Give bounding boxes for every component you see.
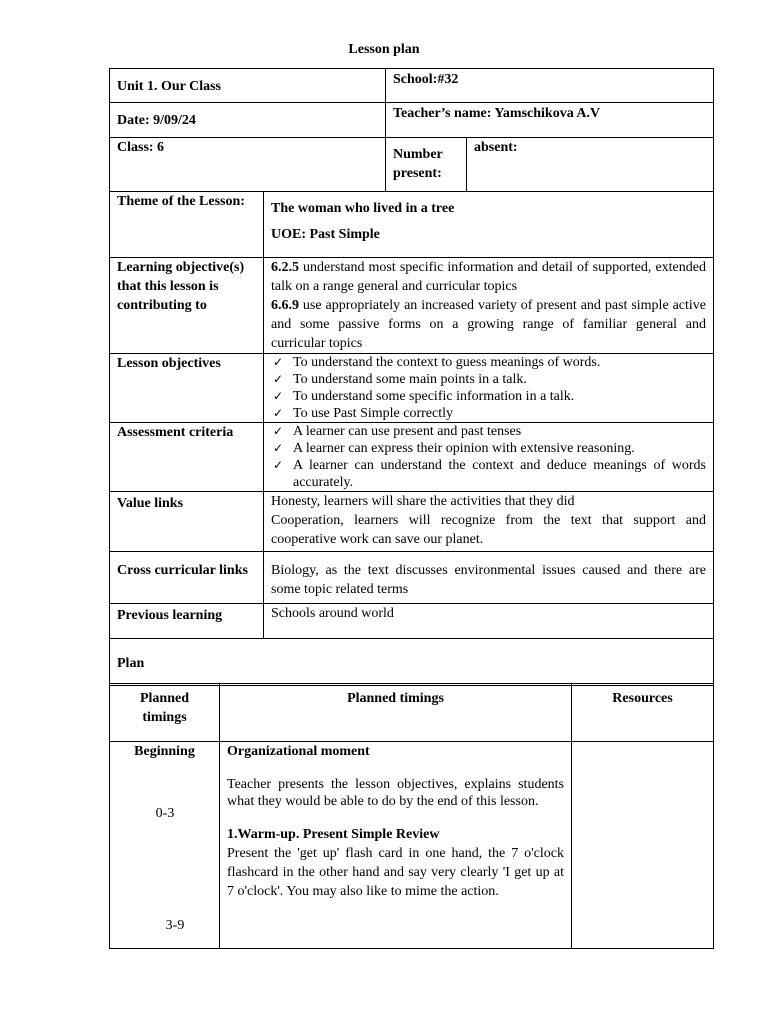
org-moment-text: Teacher presents the lesson objectives, explains students what they would be able to do by the end of this lesson.	[227, 777, 564, 809]
theme-title: The woman who lived in a tree	[271, 201, 455, 216]
check-icon: ✓	[273, 389, 284, 403]
time-3-9: 3-9	[165, 918, 185, 933]
lesson-objectives-value	[264, 354, 714, 423]
plan-header-resources: Resources	[572, 684, 714, 742]
absent-cell: absent:	[467, 138, 714, 192]
lesson-objectives-list	[271, 354, 706, 422]
lesson-objectives-label: Lesson objectives	[110, 354, 264, 423]
list-item: ✓ A learner can use present and past tenses	[273, 424, 522, 439]
plan-resources-cell	[572, 742, 714, 949]
list-item: ✓ A learner can understand the context and deduce meanings of words accurately.	[273, 458, 706, 490]
plan-timing-cell	[110, 742, 220, 949]
list-item: ✓ To use Past Simple correctly	[273, 406, 453, 421]
list-item: ✓ To understand the context to guess meanings of words.	[273, 355, 601, 370]
objective-6-2-5: 6.2.5 understand most specific information and detail of supported, extended talk on a range general and curricular topics	[271, 260, 706, 294]
theme-uoe: UOE: Past Simple	[271, 227, 380, 242]
previous-learning-value: Schools around world	[264, 604, 714, 639]
check-icon: ✓	[273, 406, 284, 420]
list-item: ✓ A learner can express their opinion with extensive reasoning.	[273, 441, 635, 456]
theme-value	[264, 192, 714, 258]
cross-curricular-label: Cross curricular links	[110, 552, 264, 604]
header-table	[109, 68, 714, 192]
org-moment-title: Organizational moment	[227, 744, 370, 759]
check-icon: ✓	[273, 372, 284, 386]
previous-learning-label: Previous learning	[110, 604, 264, 639]
plan-title: Plan	[110, 639, 714, 686]
check-icon: ✓	[273, 355, 284, 369]
time-0-3: 0-3	[155, 806, 175, 821]
unit-cell: Unit 1. Our Class	[110, 69, 386, 103]
learning-objectives-label: Learning objective(s) that this lesson is contributing to	[110, 258, 264, 354]
list-item: ✓ To understand some main points in a talk.	[273, 372, 527, 387]
plan-header-planned: Planned timings	[220, 684, 572, 742]
cross-curricular-value: Biology, as the text discusses environmental issues caused and there are some topic related terms	[264, 552, 714, 604]
check-icon: ✓	[273, 458, 284, 472]
plan-table	[109, 683, 714, 949]
teacher-cell: Teacher’s name: Yamschikova A.V	[386, 103, 714, 138]
value-links-label: Value links	[110, 492, 264, 552]
value-cooperation: Cooperation, learners will recognize from the text that support and cooperative work can save our planet.	[271, 513, 706, 547]
theme-label: Theme of the Lesson:	[110, 192, 264, 258]
value-links-value	[264, 492, 714, 552]
school-cell: School:#32	[386, 69, 714, 103]
warmup-title: 1.Warm-up. Present Simple Review	[227, 827, 440, 842]
check-icon: ✓	[273, 441, 284, 455]
assessment-label: Assessment criteria	[110, 423, 264, 492]
plan-header-timings: Planned timings	[110, 684, 220, 742]
warmup-text: Present the 'get up' flash card in one hand, the 7 o'clock flashcard in the other hand and say very clearly 'I get up at 7 o'clock'. You may also like to mime the action.	[227, 846, 564, 899]
class-cell: Class: 6	[110, 138, 386, 192]
list-item: ✓ To understand some specific information in a talk.	[273, 389, 575, 404]
objectives-table	[109, 191, 714, 686]
value-honesty: Honesty, learners will share the activities that they did	[271, 494, 575, 509]
date-cell: Date: 9/09/24	[110, 103, 386, 138]
learning-objectives-value	[264, 258, 714, 354]
check-icon: ✓	[273, 424, 284, 438]
assessment-value	[264, 423, 714, 492]
number-present-cell: Number present:	[386, 138, 467, 192]
document-title: Lesson plan	[348, 42, 420, 57]
assessment-list	[271, 423, 706, 491]
objective-6-6-9: 6.6.9 use appropriately an increased variety of present and past simple active and some passive forms on a growing range of familiar general and curricular topics	[271, 298, 706, 351]
stage-label: Beginning	[134, 744, 195, 759]
plan-content-cell	[220, 742, 572, 949]
